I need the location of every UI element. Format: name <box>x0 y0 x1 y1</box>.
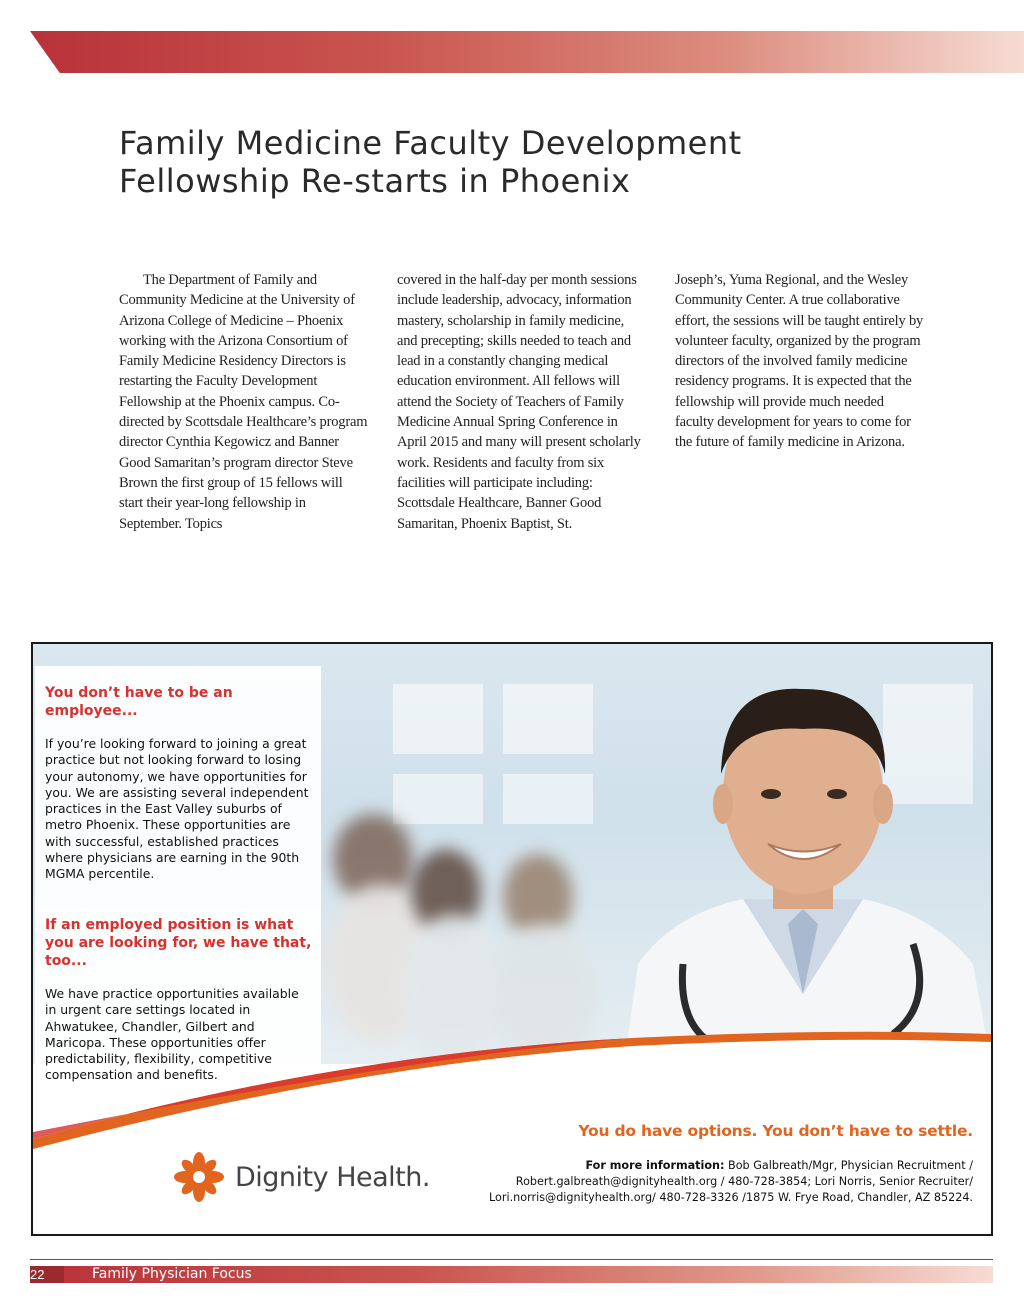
dignity-health-wordmark: Dignity Health. <box>235 1161 430 1193</box>
article-column-1 <box>119 270 369 570</box>
contact-email-2: Lori.norris@dignityhealth.org/ 480-728-3326 /1875 W. Frye Road, Chandler, AZ 85224. <box>489 1191 973 1205</box>
doctor-illustration <box>593 664 993 1074</box>
article-title: Family Medicine Faculty Development Fellowship Re-starts in Phoenix <box>119 124 742 200</box>
contact-label: For more information: <box>585 1159 725 1172</box>
dignity-health-logo <box>171 1149 430 1205</box>
page-number: 22 <box>30 1266 64 1283</box>
dignity-health-advertisement <box>31 642 993 1236</box>
ad-tagline: You do have options. You don’t have to settle. <box>578 1122 973 1140</box>
article-body <box>119 270 927 570</box>
article-paragraph: Joseph’s, Yuma Regional, and the Wesley Community Center. A true collaborative effort, the sessions will be taught entirely by volunteer faculty, organized by the program directors of the involved family medicine residency programs. It is expected that the fellowship will provide much needed faculty development for years to come for the future of family medicine in Arizona. <box>675 272 924 451</box>
publication-name: Family Physician Focus <box>92 1266 252 1282</box>
article-paragraph: The Department of Family and Community Medicine at the University of Arizona College of Medicine – Phoenix working with the Arizona Consortium of Family Medicine Residency Directors is restarting the Faculty Development Fellowship at the Phoenix campus. Co-directed by Scottsdale Healthcare’s program director Cynthia Kegowicz and Banner Good Samaritan’s program director Steve Brown the first group of 15 fellows will start their year-long fellowship in September. Topics <box>119 272 368 532</box>
ad-body-independent: If you’re looking forward to joining a great practice but not looking forward to losing your autonomy, we have opportunities for you. We are assisting several independent practices in the East Valley suburbs of metro Phoenix. These opportunities are with successful, established practices where physicians are earning in the 90th MGMA percentile. <box>45 736 309 882</box>
dignity-health-emblem-icon <box>171 1149 227 1205</box>
contact-email-1: Robert.galbreath@dignityhealth.org / 480-728-3854; Lori Norris, Senior Recruiter/ <box>515 1175 973 1189</box>
article-column-2 <box>397 270 647 570</box>
ad-heading-employee: You don’t have to be an employee... <box>45 685 233 719</box>
top-banner <box>30 31 1024 73</box>
ad-body-urgent-care: We have practice opportunities available in urgent care settings located in Ahwatukee, Chandler, Gilbert and Maricopa. These opportunities offer predictability, flexibility, competitive compensation and benefits. <box>45 986 299 1083</box>
ad-heading-employed: If an employed position is what you are looking for, we have that, too... <box>45 917 312 969</box>
article-paragraph: covered in the half-day per month sessions include leadership, advocacy, information mastery, scholarship in family medicine, and precepting; skills needed to teach and lead in a constantly changing medical education environment. All fellows will attend the Society of Teachers of Family Medicine Annual Spring Conference in April 2015 and many will present scholarly work. Residents and faculty from six facilities will participate including: Scottsdale Healthcare, Banner Good Samaritan, Phoenix Baptist, St. <box>397 272 641 532</box>
footer-rule <box>30 1259 993 1260</box>
contact-info <box>413 1158 973 1207</box>
article-column-3 <box>675 270 925 570</box>
contact-recruiter-1: Bob Galbreath/Mgr, Physician Recruitment / <box>724 1159 973 1172</box>
